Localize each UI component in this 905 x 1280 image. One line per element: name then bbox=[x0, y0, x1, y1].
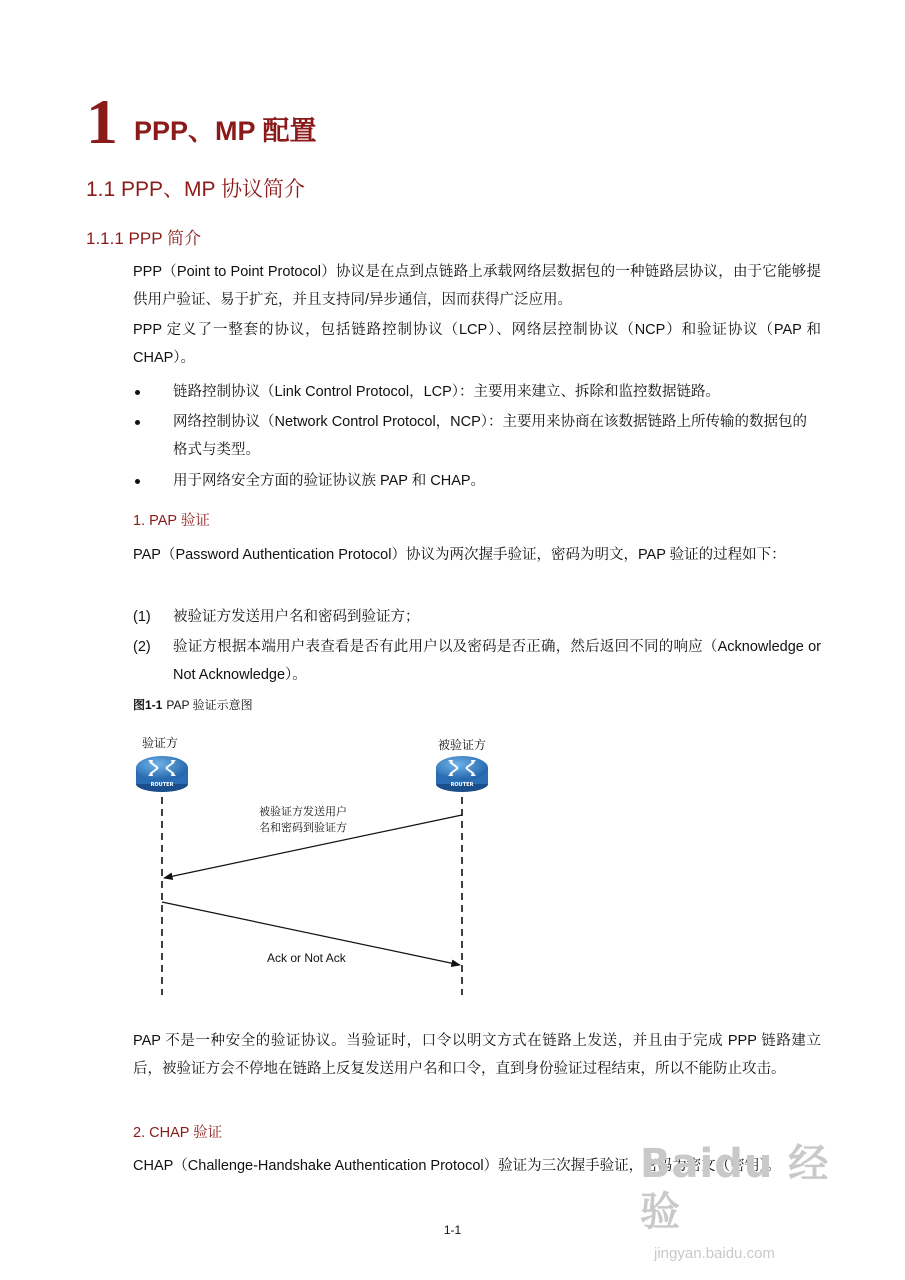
subsection-title: 1.1.1 PPP 简介 bbox=[86, 229, 201, 248]
pap-diagram bbox=[120, 725, 520, 1005]
chap-intro-paragraph: CHAP（Challenge-Handshake Authentication Protocol）验证为三次握手验证，密码为密文（密钥）。 bbox=[133, 1158, 781, 1174]
message-1-line-2: 名和密码到验证方 bbox=[259, 822, 347, 834]
step-item bbox=[133, 633, 821, 689]
figure-caption bbox=[133, 697, 253, 713]
page-number: 1-1 bbox=[443, 1223, 462, 1237]
list-item-text: 链路控制协议（Link Control Protocol，LCP）：主要用来建立、拆除和监控数据链路。 bbox=[173, 384, 721, 400]
list-item-text: 网络控制协议（Network Control Protocol，NCP）：主要用来协商在该数据链路上所传输的数据包的格式与类型。 bbox=[173, 414, 808, 458]
pap-note-paragraph: PAP 不是一种安全的验证协议。当验证时，口令以明文方式在链路上发送，并且由于完成 PPP 链路建立后，被验证方会不停地在链路上反复发送用户名和口令，直到身份验证过程结束，所以不能防止攻击。 bbox=[133, 1033, 821, 1077]
message-2-label: Ack or Not Ack bbox=[267, 951, 346, 965]
list-item bbox=[133, 467, 821, 495]
figure-label: 图1-1 bbox=[133, 698, 163, 712]
step-number: (2) bbox=[133, 639, 151, 655]
step-number: (1) bbox=[133, 609, 151, 625]
chapter-number: 1 bbox=[86, 86, 118, 157]
step-text: 验证方根据本端用户表查看是否有此用户以及密码是否正确，然后返回不同的响应（Acknowledge or Not Acknowledge）。 bbox=[173, 639, 821, 683]
bullet-icon bbox=[135, 390, 140, 395]
list-item bbox=[133, 378, 821, 406]
pap-heading: 1. PAP 验证 bbox=[133, 513, 210, 529]
list-item bbox=[133, 408, 821, 464]
list-item-text: 用于网络安全方面的验证协议族 PAP 和 CHAP。 bbox=[173, 473, 486, 489]
chap-heading: 2. CHAP 验证 bbox=[133, 1125, 223, 1141]
definition-paragraph: PPP 定义了一整套的协议，包括链路控制协议（LCP）、网络层控制协议（NCP）和验证协议（PAP 和 CHAP）。 bbox=[133, 322, 821, 366]
figure-title: PAP 验证示意图 bbox=[166, 698, 253, 712]
left-node-label: 验证方 bbox=[142, 736, 179, 750]
router-icon bbox=[136, 756, 188, 792]
router-label: ROUTER bbox=[450, 782, 474, 788]
router-label: ROUTER bbox=[150, 782, 174, 788]
step-item bbox=[133, 603, 821, 631]
message-1-line-1: 被验证方发送用户 bbox=[259, 806, 347, 818]
chapter-heading bbox=[86, 84, 317, 157]
bullet-icon bbox=[135, 479, 140, 484]
intro-paragraph: PPP（Point to Point Protocol）协议是在点到点链路上承载网络层数据包的一种链路层协议，由于它能够提供用户验证、易于扩充，并且支持同/异步通信，因而获得广泛应用。 bbox=[133, 264, 821, 308]
baidu-logo: Baidu 经验 bbox=[640, 1141, 830, 1235]
section-title: 1.1 PPP、MP 协议简介 bbox=[86, 178, 306, 201]
right-node-label: 被验证方 bbox=[438, 738, 487, 752]
router-icon bbox=[436, 756, 488, 792]
step-text: 被验证方发送用户名和密码到验证方； bbox=[173, 609, 420, 625]
pap-intro-paragraph: PAP（Password Authentication Protocol）协议为两次握手验证，密码为明文，PAP 验证的过程如下： bbox=[133, 547, 786, 563]
watermark-url: jingyan.baidu.com bbox=[654, 1245, 775, 1262]
bullet-icon bbox=[135, 420, 140, 425]
chapter-title: PPP、MP 配置 bbox=[134, 116, 317, 146]
